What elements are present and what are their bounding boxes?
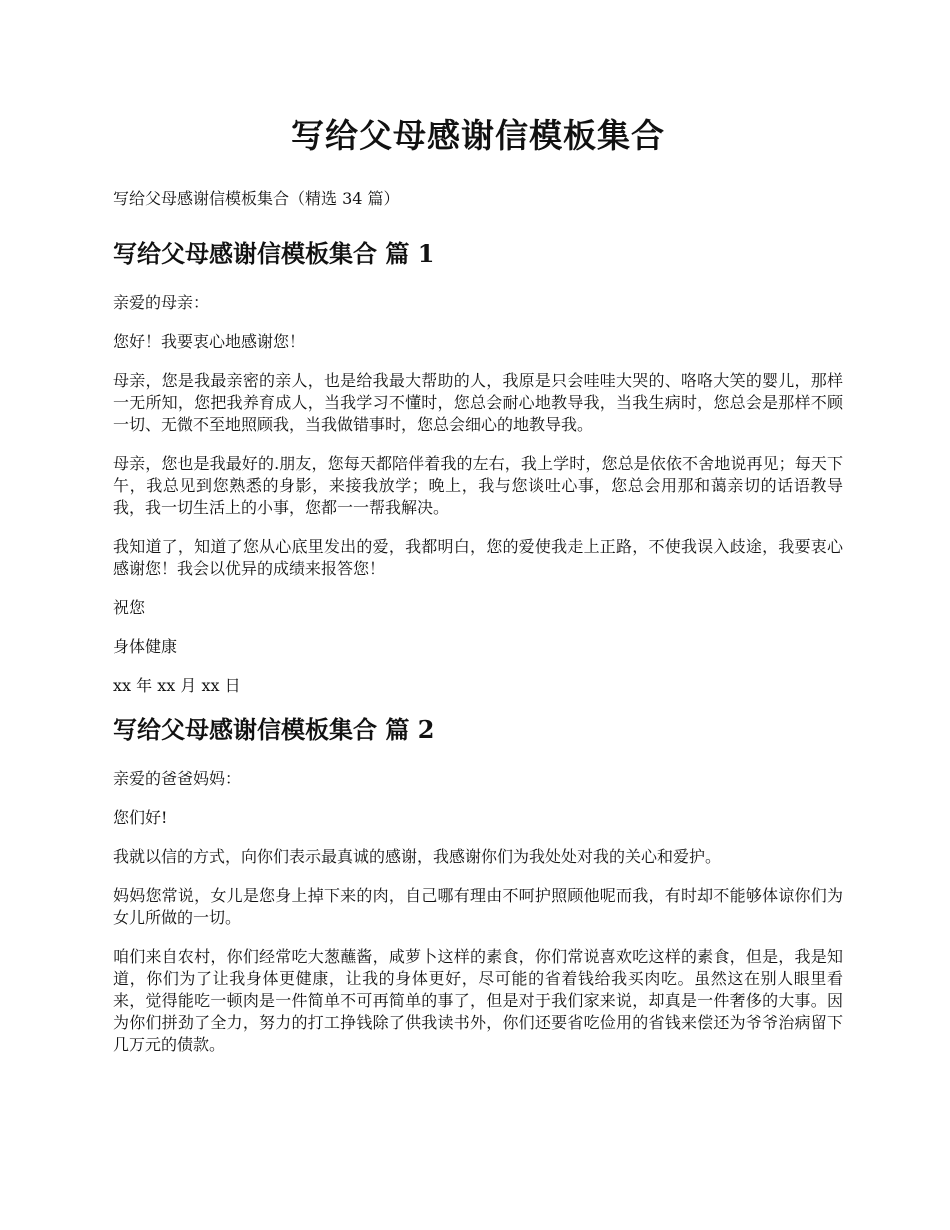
letter-date: xx 年 xx 月 xx 日: [113, 676, 241, 695]
document-title: 写给父母感谢信模板集合: [291, 116, 665, 155]
salutation: 亲爱的母亲：: [113, 293, 210, 312]
section-1: [113, 238, 843, 697]
body-paragraph: 母亲，您是我最亲密的亲人，也是给我最大帮助的人，我原是只会哇哇大哭的、咯咯大笑的婴儿，那样一无所知，您把我养育成人，当我学习不懂时，您总会耐心地教导我，当我生病时，您总会是那样不顾一切、无微不至地照顾我，当我做错事时，您总会细心的地教导我。: [113, 371, 843, 434]
section-2: [113, 714, 843, 1056]
document-subtitle: 写给父母感谢信模板集合（精选 34 篇）: [113, 189, 400, 208]
greeting: 您好！我要衷心地感谢您！: [113, 332, 306, 351]
closing-wish: 身体健康: [113, 637, 178, 656]
greeting: 您们好!: [113, 808, 168, 827]
body-paragraph: 我知道了，知道了您从心底里发出的爱，我都明白，您的爱使我走上正路，不使我误入歧途，我要衷心感谢您！我会以优异的成绩来报答您！: [113, 537, 843, 578]
closing-wish: 祝您: [113, 598, 146, 617]
section-heading: 写给父母感谢信模板集合 篇 2: [113, 715, 435, 744]
body-paragraph: 我就以信的方式，向你们表示最真诚的感谢，我感谢你们为我处处对我的关心和爱护。: [113, 847, 722, 866]
body-paragraph: 母亲，您也是我最好的.朋友，您每天都陪伴着我的左右，我上学时，您总是依依不舍地说再见；每天下午，我总见到您熟悉的身影，来接我放学；晚上，我与您谈吐心事，您总会用那和蔼亲切的话语教导我，我一切生活上的小事，您都一一帮我解决。: [113, 454, 843, 517]
document-page: [113, 108, 843, 1073]
salutation: 亲爱的爸爸妈妈：: [113, 769, 242, 788]
body-paragraph: 妈妈您常说，女儿是您身上掉下来的肉，自己哪有理由不呵护照顾他呢而我，有时却不能够体谅你们为女儿所做的一切。: [113, 886, 843, 927]
body-paragraph: 咱们来自农村，你们经常吃大葱蘸酱，咸萝卜这样的素食，你们常说喜欢吃这样的素食，但是，我是知道，你们为了让我身体更健康，让我的身体更好，尽可能的省着钱给我买肉吃。虽然这在别人眼里看来，觉得能吃一顿肉是一件简单不可再简单的事了，但是对于我们家来说，却真是一件奢侈的大事。因为你们拼劲了全力，努力的打工挣钱除了供我读书外，你们还要省吃俭用的省钱来偿还为爷爷治病留下几万元的债款。: [113, 947, 843, 1054]
section-heading: 写给父母感谢信模板集合 篇 1: [113, 239, 435, 268]
